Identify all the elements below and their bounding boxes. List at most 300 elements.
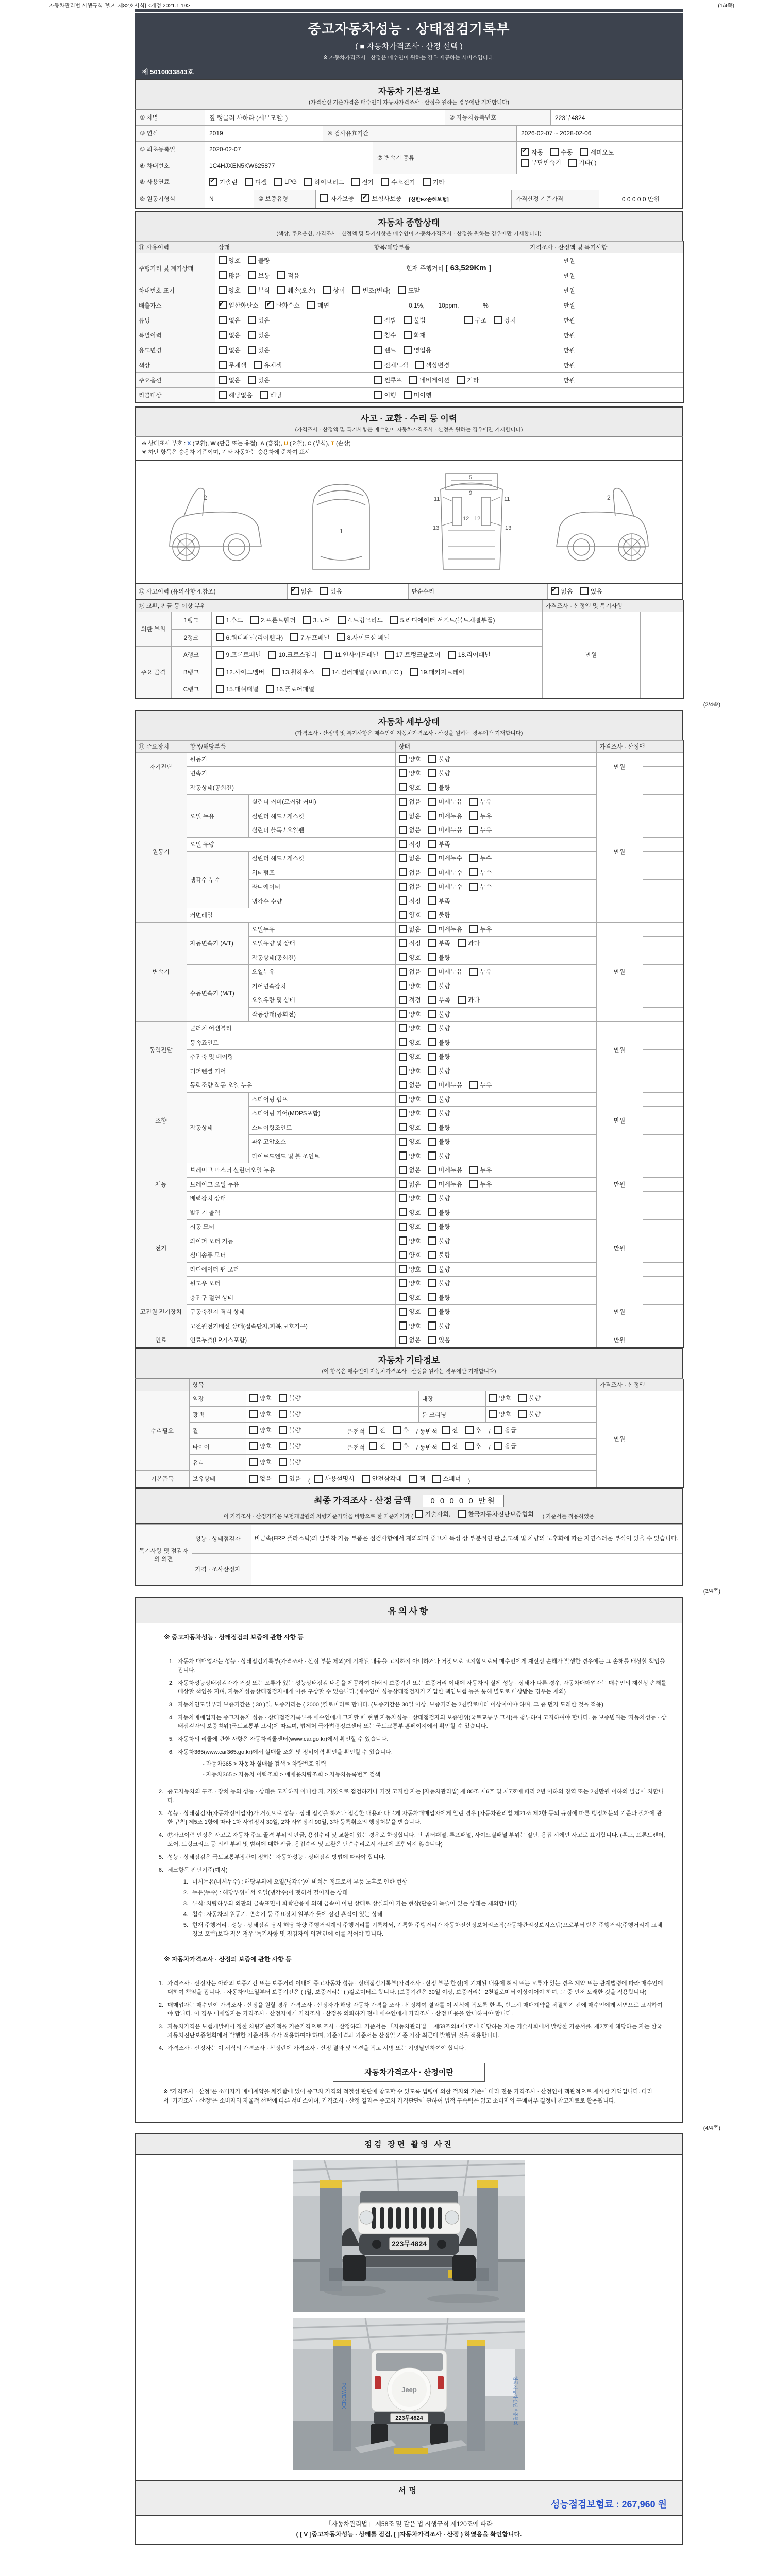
checkbox-label: 이행 [384,391,396,399]
field-label-inspection: ④ 검사유효기간 [323,126,517,141]
checkbox-label: 미세누수 [438,855,463,862]
checkbox[interactable] [290,633,298,641]
checkbox[interactable] [399,1265,407,1273]
basis-suffix: ) 기준서를 적용하였음 [542,1513,595,1520]
checkbox[interactable] [428,1180,436,1188]
checkbox[interactable] [469,968,478,976]
checkbox[interactable] [428,896,436,905]
checkbox[interactable] [415,1510,423,1518]
tuning-legal [374,315,433,326]
checkbox[interactable] [415,361,424,369]
checkbox-label: 불량 [438,1067,450,1075]
device-group-label: 전기 [135,1206,187,1291]
option-note [612,373,684,388]
checkbox[interactable] [249,1475,258,1483]
checkbox[interactable] [428,798,436,806]
checkbox[interactable] [279,1458,287,1466]
checkbox[interactable] [428,925,436,933]
group-note [643,1333,684,1348]
checkbox[interactable] [428,1024,436,1032]
checkbox[interactable] [428,1010,436,1018]
checkbox-label: 렌트 [384,346,396,354]
checkbox[interactable] [291,587,299,595]
checkbox[interactable] [393,1426,401,1434]
device-group-label: 동력전달 [135,1022,187,1078]
checkbox[interactable] [304,178,312,186]
checkbox[interactable] [351,178,360,186]
checkbox-label: 16.플로어패널 [276,686,315,693]
notice-text: ⑫사고이력 인정은 사고로 자동차 주요 골격 부위의 판금, 용접수리 및 교환이 있는 경우로 한정합니다. 단 쿼터패널, 루프패널, 사이드실패널 부위는 절단, 용접 시에만 사고로 표기합니다. (후드, 프론트펜더, 도어, 트렁크리드 등 외판 부위 및 범퍼에 대한 판금, 용접수리 및 교환은 단순수리로서 사고에 포함되지 않습니다) [167,1832,665,1848]
checkbox[interactable] [469,811,478,820]
checkbox[interactable] [399,755,407,763]
checkbox-label: 사용설명서 [324,1475,355,1483]
checkbox[interactable] [249,1410,258,1418]
checkbox[interactable] [458,996,466,1004]
subitem-label: 실린더 헤드 / 개스킷 [248,852,395,866]
checkbox[interactable] [390,616,398,624]
checkbox-label: 전 [451,1426,458,1434]
checkbox[interactable] [219,286,227,294]
checkbox[interactable] [399,939,407,947]
checkbox[interactable] [320,587,328,595]
checkbox[interactable] [428,1081,436,1089]
checkbox[interactable] [469,1081,478,1089]
checkbox[interactable] [442,1442,450,1450]
checkbox[interactable] [399,1180,407,1188]
checkbox[interactable] [489,1410,497,1418]
mileage-state-2 [215,268,371,283]
notice-sub-text: 현재 주행거리 : 성능 · 상태점검 당시 해당 차량 주행거리계의 주행거리를 기록하되, 기록한 주행거리가 자동차전산정보처리조직(자동차관리정보시스템)으로부터 받은 주행거리(주행거리계 교체 정보 포함)보다 적은 경우 '특기사항 및 점검자의 의견'란에 이를 적어야 합니다. [192,1922,663,1937]
checkbox[interactable] [399,1138,407,1146]
checkbox[interactable] [428,1138,436,1146]
checkbox[interactable] [279,1442,287,1450]
checkbox[interactable] [428,968,436,976]
checkbox[interactable] [494,1426,502,1434]
checkbox[interactable] [428,1265,436,1273]
checkbox-label: 누유 [480,826,492,834]
checkbox[interactable] [248,346,256,354]
checkbox[interactable] [469,1166,478,1174]
checkbox-label: 양호 [409,1067,421,1075]
checkbox[interactable] [374,361,382,369]
device-group-label: 연료 [135,1333,187,1348]
checkbox[interactable] [399,1208,407,1216]
checkbox[interactable] [274,178,282,186]
checkbox[interactable] [219,376,227,384]
page-top-meta [49,2,734,9]
checkbox[interactable] [404,391,412,399]
checkbox[interactable] [551,587,559,595]
checkbox[interactable] [457,376,465,384]
checkbox-label: 양호 [409,1053,421,1061]
checkbox[interactable] [489,1394,497,1402]
checkbox[interactable] [352,286,360,294]
checkbox-label: 양호 [409,1025,421,1032]
checkbox[interactable] [399,883,407,891]
car-diagram-side-left [154,469,265,574]
field-label-carname: ① 차명 [136,110,205,125]
checkbox[interactable] [219,256,227,264]
checkbox[interactable] [399,968,407,976]
checkbox[interactable] [428,981,436,990]
field-value-year: 2019 [205,126,323,141]
checkbox[interactable] [428,1095,436,1103]
checkbox[interactable] [428,1038,436,1046]
checkbox[interactable] [385,651,394,659]
checkbox[interactable] [399,783,407,791]
checkbox[interactable] [428,1251,436,1259]
checkbox[interactable] [369,1442,377,1450]
checkbox[interactable] [428,911,436,919]
checkbox[interactable] [216,685,224,693]
checkbox[interactable] [219,316,227,324]
checkbox[interactable] [399,1251,407,1259]
checkbox[interactable] [521,159,529,167]
checkbox[interactable] [399,854,407,862]
checkbox[interactable] [469,868,478,876]
checkbox[interactable] [314,1475,323,1483]
inline-text: ( [308,1477,310,1484]
state-options [395,1248,596,1263]
checkbox-label: 미세누수 [438,883,463,891]
checkbox[interactable] [428,996,436,1004]
checkbox[interactable] [448,651,456,659]
checkbox[interactable] [399,1166,407,1174]
legend-code: X [187,440,191,447]
checkbox[interactable] [404,331,412,339]
checkbox[interactable] [248,331,256,339]
checkbox[interactable] [399,1095,407,1103]
checkbox[interactable] [399,1123,407,1131]
checkbox-label: 하이브리드 [314,178,344,186]
checkbox-label: 전 [379,1442,385,1450]
checkbox[interactable] [268,651,276,659]
checkbox-label: 불량 [438,1025,450,1032]
checkbox-label: 무단변속기 [531,159,561,166]
checkbox[interactable] [428,1194,436,1202]
checkbox-label: 양호 [499,1411,511,1418]
checkbox[interactable] [219,271,227,279]
checkbox[interactable] [399,1236,407,1245]
checkbox[interactable] [399,1336,407,1344]
checkbox[interactable] [216,651,224,659]
checkbox[interactable] [399,1151,407,1160]
panel-rank: C랭크 [171,681,211,699]
state-options [395,993,596,1008]
checkbox[interactable] [399,1321,407,1330]
checkbox[interactable] [399,896,407,905]
checkbox[interactable] [277,271,285,279]
checkbox[interactable] [219,346,227,354]
checkbox[interactable] [428,1223,436,1231]
checkbox[interactable] [216,616,224,624]
checkbox[interactable] [428,1123,436,1131]
checkbox[interactable] [428,769,436,777]
checkbox[interactable] [494,1442,502,1450]
etc-item-label: 외장 [189,1391,246,1406]
checkbox[interactable] [249,1394,258,1402]
checkbox[interactable] [248,256,256,264]
checkbox[interactable] [399,953,407,961]
state-options [395,1220,596,1234]
checkbox[interactable] [465,1426,474,1434]
checkbox[interactable] [279,1475,287,1483]
checkbox[interactable] [272,668,280,676]
checkbox[interactable] [249,1426,258,1434]
checkbox[interactable] [428,854,436,862]
price-info-box-text: ※ "가격조사 · 산정"은 소비자가 매매계약을 체결함에 있어 중고차 가격의 적절성 판단에 참고할 수 있도록 법령에 의한 절차와 기준에 따라 전문 가격조사 · 산정인이 객관적으로 제시한 가액입니다. 따라서 "가격조사 · 산정"은 소비자의 자율적 선택에 따른 서비스이며, 가격조사 · 산정 결과는 중고차 가격판단에 관하여 법적 구속력은 없고 소비자의 구매여부 결정에 참고자료로 활용됩니다. [163,2089,653,2105]
checkbox[interactable] [399,1053,407,1061]
checkbox-label: 적음 [287,272,300,279]
group-price: 만원 [596,1078,643,1163]
checkbox[interactable] [409,376,417,384]
checkbox[interactable] [399,840,407,848]
checkbox[interactable] [248,271,256,279]
final-price-block [135,1488,683,1524]
checkbox-label: 불량 [438,1322,450,1330]
checkbox[interactable] [404,316,412,324]
checkbox[interactable] [568,159,577,167]
checkbox[interactable] [464,316,473,324]
checkbox[interactable] [279,1410,287,1418]
checkbox[interactable] [518,1410,527,1418]
checkbox[interactable] [428,1336,436,1344]
checkbox[interactable] [521,148,529,156]
checkbox[interactable] [322,668,330,676]
checkbox[interactable] [550,148,559,156]
panel-price: 만원 [542,612,640,699]
item-label: 배력장치 상태 [187,1192,395,1206]
vin-state [215,283,527,298]
checkbox[interactable] [323,286,331,294]
checkbox[interactable] [248,376,256,384]
checkbox[interactable] [428,1151,436,1160]
checkbox-label: 17.트렁크플로어 [396,651,441,659]
checkbox[interactable] [393,1442,401,1450]
checkbox[interactable] [399,1024,407,1032]
checkbox-label: 부족 [438,996,450,1004]
checkbox-label: 양호 [409,1124,421,1131]
legend-desc: (교환), [191,440,211,447]
checkbox[interactable] [428,868,436,876]
checkbox[interactable] [374,316,382,324]
state-options [395,1050,596,1064]
checkbox[interactable] [458,939,466,947]
checkbox[interactable] [219,331,227,339]
checkbox[interactable] [399,868,407,876]
checkbox[interactable] [428,1293,436,1301]
checkbox[interactable] [428,1321,436,1330]
checkbox[interactable] [428,939,436,947]
checkbox[interactable] [428,883,436,891]
checkbox[interactable] [399,826,407,834]
checkbox[interactable] [428,953,436,961]
checkbox[interactable] [428,840,436,848]
checkbox[interactable] [216,633,224,641]
checkbox[interactable] [469,1180,478,1188]
checkbox[interactable] [399,925,407,933]
checkbox[interactable] [399,811,407,820]
basis-prefix: 이 가격조사 · 산정가격은 보험개발원의 차량기준가액을 바탕으로 한 기준가격과 ( [223,1513,413,1520]
notice-title: 유의사항 [388,1606,430,1617]
checkbox[interactable] [518,1394,527,1402]
checkbox[interactable] [469,826,478,834]
checkbox-label: 양호 [409,770,421,777]
checkbox[interactable] [398,286,406,294]
group-note [643,1305,684,1319]
checkbox[interactable] [219,301,227,309]
checkbox[interactable] [277,286,285,294]
checkbox[interactable] [216,668,224,676]
special-state [215,328,371,343]
checkbox[interactable] [428,811,436,820]
checkbox[interactable] [399,996,407,1004]
checkbox[interactable] [249,1442,258,1450]
checkbox[interactable] [248,286,256,294]
checkbox[interactable] [428,783,436,791]
notice-sub-text: 누유(누수) : 해당부위에서 오일(냉각수)이 맺혀서 떨어지는 상태 [192,1889,348,1896]
checkbox[interactable] [399,1223,407,1231]
checkbox[interactable] [428,755,436,763]
subitem-label: 냉각수 수량 [248,894,395,908]
checkbox[interactable] [362,1475,370,1483]
checkbox-label: 없음 [409,1081,421,1089]
checkbox-label: 없음 [409,925,421,933]
notice-sub-number [185,1771,198,1780]
checkbox[interactable] [399,769,407,777]
photo-front-plate: 223무4824 [391,2240,427,2248]
diagram-label-9: 9 [468,490,472,497]
checkbox[interactable] [428,826,436,834]
checkbox[interactable] [423,178,431,186]
checkbox[interactable] [428,1279,436,1287]
item-label: 고전원전기배선 상태(접속단자,피복,보호기구) [187,1319,395,1333]
checkbox[interactable] [219,391,227,399]
checkbox-label: 미이행 [413,391,432,399]
diagram-label-13r: 13 [505,525,512,532]
checkbox[interactable] [399,1010,407,1018]
checkbox[interactable] [254,361,262,369]
checkbox[interactable] [428,1208,436,1216]
checkbox[interactable] [469,854,478,862]
accident-history-row [135,584,683,600]
checkbox[interactable] [399,1109,407,1117]
checkbox[interactable] [399,1038,407,1046]
checkbox[interactable] [465,1442,474,1450]
checkbox[interactable] [428,1053,436,1061]
checkbox[interactable] [209,178,217,186]
checkbox[interactable] [399,1308,407,1316]
checkbox[interactable] [399,981,407,990]
checkbox[interactable] [432,1475,441,1483]
item-label: 냉각수 누수 [187,852,248,908]
checkbox[interactable] [320,194,328,202]
checkbox[interactable] [404,346,412,354]
checkbox[interactable] [381,178,389,186]
notice-sub-number [185,1760,198,1769]
checkbox[interactable] [428,1236,436,1245]
group-note [643,752,684,767]
checkbox-label: 양호 [409,911,421,919]
checkbox[interactable] [409,1475,417,1483]
checkbox[interactable] [580,148,588,156]
checkbox[interactable] [399,1081,407,1089]
checkbox[interactable] [374,346,382,354]
checkbox[interactable] [250,616,259,624]
group-note [643,965,684,979]
checkbox[interactable] [260,391,268,399]
checkbox[interactable] [374,331,382,339]
diagram-label-12r: 12 [474,516,481,522]
checkbox[interactable] [374,376,382,384]
checkbox[interactable] [399,1293,407,1301]
checkbox[interactable] [369,1426,377,1434]
checkbox[interactable] [410,668,418,676]
checkbox-label: 양호 [409,1251,421,1259]
checkbox[interactable] [458,1510,466,1518]
checkbox[interactable] [428,1066,436,1075]
checkbox[interactable] [248,316,256,324]
checkbox[interactable] [324,651,332,659]
checkbox[interactable] [469,798,478,806]
checkbox[interactable] [303,616,311,624]
checkbox[interactable] [399,1279,407,1287]
checkbox[interactable] [494,316,502,324]
checkbox[interactable] [265,301,274,309]
checkbox[interactable] [337,633,345,641]
checkbox[interactable] [245,178,253,186]
checkbox[interactable] [249,1458,258,1466]
checkbox-label: 5.라디에이터 서포트(볼트체결부품) [400,617,495,624]
checkbox[interactable] [399,911,407,919]
checkbox[interactable] [399,798,407,806]
checkbox-label: 불량 [438,1223,450,1231]
option-state [215,373,371,388]
checkbox-label: 불량 [438,1010,450,1018]
checkbox[interactable] [219,361,227,369]
checkbox[interactable] [266,685,274,693]
group-note [643,979,684,993]
checkbox[interactable] [399,1194,407,1202]
checkbox[interactable] [279,1426,287,1434]
checkbox[interactable] [580,587,589,595]
checkbox[interactable] [469,925,478,933]
checkbox-label: 양호 [409,1265,421,1273]
checkbox[interactable] [428,1308,436,1316]
checkbox[interactable] [361,194,369,202]
checkbox[interactable] [428,1109,436,1117]
row-mileage-label: 주행거리 및 계기상태 [135,253,215,283]
inspection-insurance-fee: 성능점검보험료 : 267,960 원 [550,2499,667,2510]
checkbox[interactable] [428,1166,436,1174]
checkbox[interactable] [338,616,346,624]
checkbox-label: 과다 [467,996,480,1004]
checkbox-label: 없음 [409,855,421,862]
field-label-firstreg: ⑤ 최초등록일 [136,142,205,158]
checkbox[interactable] [279,1394,287,1402]
simple-repair-state [547,584,683,599]
checkbox[interactable] [442,1426,450,1434]
checkbox[interactable] [307,301,315,309]
final-price-value: 0 0 0 0 0 만원 [423,1495,504,1507]
panel-items [211,664,542,681]
state-options [395,1177,596,1192]
checkbox[interactable] [374,391,382,399]
checkbox[interactable] [469,883,478,891]
spare-cover-brand: Jeep [401,2386,417,2394]
checkbox[interactable] [399,1066,407,1075]
item-label: 연료누출(LP가스포함) [187,1333,395,1348]
